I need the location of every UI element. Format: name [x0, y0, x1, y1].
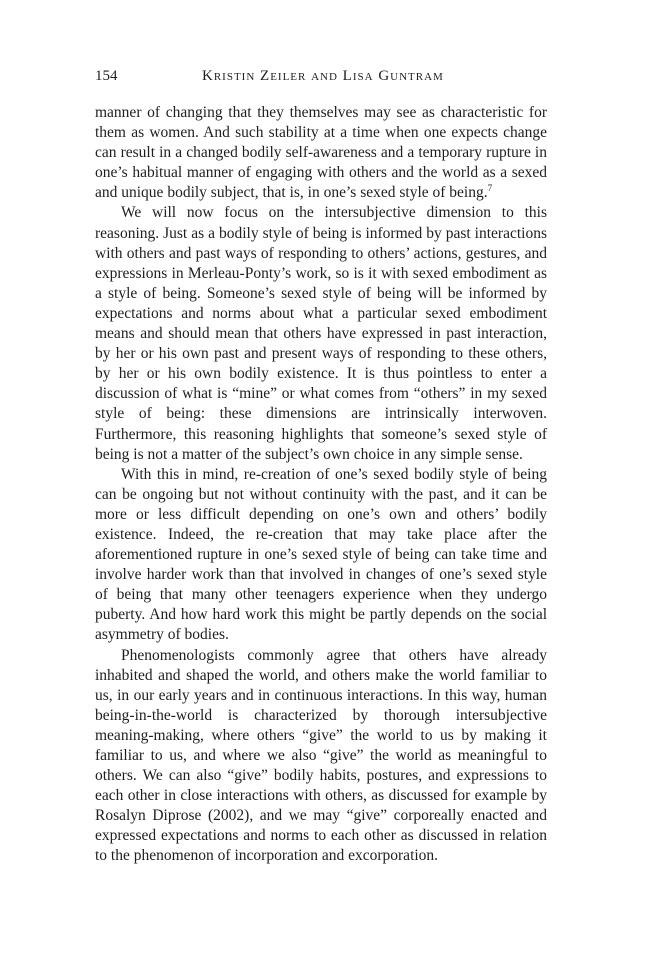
header-authors: Kristin Zeiler and Lisa Guntram: [202, 68, 444, 84]
body-text: [95, 103, 547, 867]
paragraph-2: We will now focus on the intersubjective dimension to this reasoning. Just as a bodily style of being is informed by past interactions with others and past ways of responding to others’ actions, gestures, and expressions in Merleau-Ponty’s work, so is it with sexed embodiment as a style of being. Someone’s sexed style of being will be informed by expectations and norms about what a particular sexed embodiment means and should mean that others have expressed in past interaction, by her or his own past and present ways of responding to these others, by her or his own bodily existence. It is thus pointless to enter a discussion of what is “mine” or what comes from “others” in my sexed style of being: these dimensions are intrinsically interwoven. Furthermore, this reasoning highlights that someone’s sexed style of being is not a matter of the subject’s own choice in any simple sense.: [95, 204, 547, 463]
book-page: [95, 64, 547, 867]
paragraph-4: Phenomenologists commonly agree that others have already inhabited and shaped the world, and others make the world familiar to us, in our early years and in continuous interactions. In this way, human being-in-the-world is characterized by thorough intersubjective meaning-making, where others “give” the world to us by making it familiar to us, and where we also “give” the world as meaningful to others. We can also “give” bodily habits, postures, and expressions to each other in close interactions with others, as discussed for example by Rosalyn Diprose (2002), and we may “give” corporeally enacted and expressed expectations and norms to each other as discussed in relation to the phenomenon of incorporation and excorporation.: [95, 646, 547, 865]
footnote-marker[interactable]: 7: [487, 183, 493, 194]
paragraph-1: [95, 103, 547, 203]
page-number: 154: [95, 68, 118, 84]
paragraph-3: With this in mind, re-creation of one’s sexed bodily style of being can be ongoing but not without continuity with the past, and it can be more or less difficult depending on one’s own and others’ bodily existence. Indeed, the re-creation that may take place after the aforementioned rupture in one’s sexed style of being can take time and involve harder work than that involved in changes of one’s sexed style of being that many other teenagers experience when they undergo puberty. And how hard work this might be partly depends on the social asymmetry of bodies.: [95, 465, 547, 644]
running-head: [95, 64, 547, 88]
paragraph-1-text: manner of changing that they themselves may see as characteristic for them as women. And such stability at a time when one expects change can result in a changed bodily self-awareness and a temporary rupture in one’s habitual manner of engaging with others and the world as a sexed and unique bodily subject, that is, in one’s sexed style of being.: [95, 104, 547, 202]
